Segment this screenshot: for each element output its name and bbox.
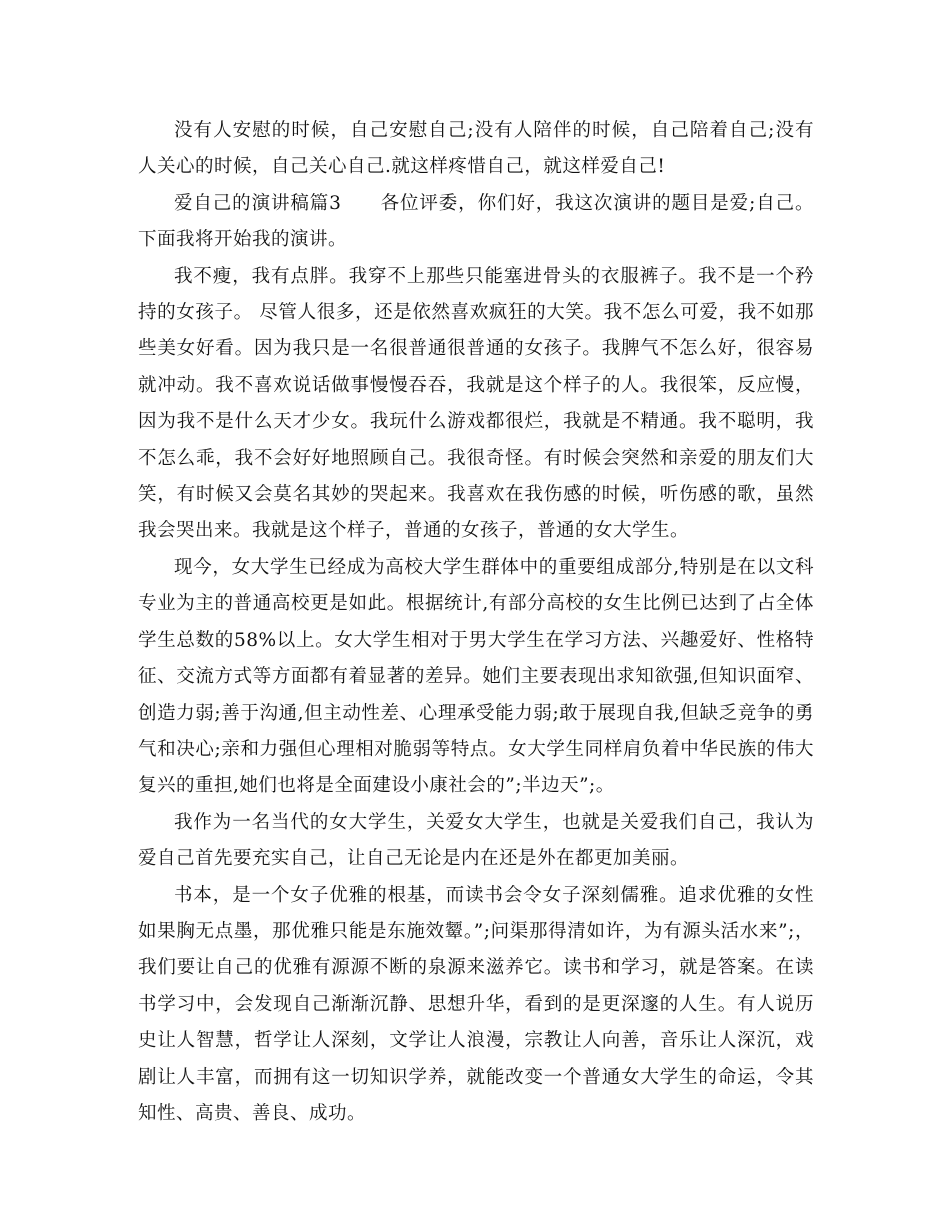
paragraph-5: 我作为一名当代的女大学生，关爱女大学生，也就是关爱我们自己，我认为爱自己首先要充实自己，让自己无论是内在还是外在都更加美丽。 [138,811,814,870]
paragraph-4: 现今，女大学生已经成为高校大学生群体中的重要组成部分,特别是在以文科专业为主的普通高校更是如此。根据统计,有部分高校的女生比例已达到了占全体学生总数的58%以上。女大学生相对于男大学生在学习方法、兴趣爱好、性格特征、交流方式等方面都有着显著的差异。她们主要表现出求知欲强,但知识面窄、创造力弱;善于沟通,但主动性差、心理承受能力弱;敢于展现自我,但缺乏竞争的勇气和决心;亲和力强但心理相对脆弱等特点。女大学生同样肩负着中华民族的伟大复兴的重担,她们也将是全面建设小康社会的”;半边天”;。 [138,556,814,797]
paragraph-1: 没有人安慰的时候，自己安慰自己;没有人陪伴的时候，自己陪着自己;没有人关心的时候，自己关心自己.就这样疼惜自己，就这样爱自己! [138,120,814,178]
paragraph-3: 我不瘦，我有点胖。我穿不上那些只能塞进骨头的衣服裤子。我不是一个矜持的女孩子。 尽管人很多，还是依然喜欢疯狂的大笑。我不怎么可爱，我不如那些美女好看。因为我只是一名很普通很普通的女孩子。我脾气不怎么好，很容易就冲动。我不喜欢说话做事慢慢吞吞，我就是这个样子的人。我很笨，反应慢，因为我不是什么天才少女。我玩什么游戏都很烂，我就是不精通。我不聪明，我不怎么乖，我不会好好地照顾自己。我很奇怪。有时候会突然和亲爱的朋友们大笑，有时候又会莫名其妙的哭起来。我喜欢在我伤感的时候，听伤感的歌，虽然我会哭出来。我就是这个样子，普通的女孩子，普通的女大学生。 [138,265,814,542]
paragraph-6: 书本，是一个女子优雅的根基，而读书会令女子深刻儒雅。追求优雅的女性如果胸无点墨，那优雅只能是东施效颦。”;问渠那得清如许，为有源头活水来”;，我们要让自己的优雅有源源不断的泉源来滋养它。读书和学习，就是答案。在读书学习中，会发现自己渐渐沉静、思想升华，看到的是更深邃的人生。有人说历史让人智慧，哲学让人深刻，文学让人浪漫，宗教让人向善，音乐让人深沉，戏剧让人丰富，而拥有这一切知识学养，就能改变一个普通女大学生的命运，令其知性、高贵、善良、成功。 [138,884,814,1124]
paragraph-2: 爱自己的演讲稿篇3 各位评委，你们好，我这次演讲的题目是爱;自己。下面我将开始我的演讲。 [138,192,814,251]
document-body [138,113,814,1132]
